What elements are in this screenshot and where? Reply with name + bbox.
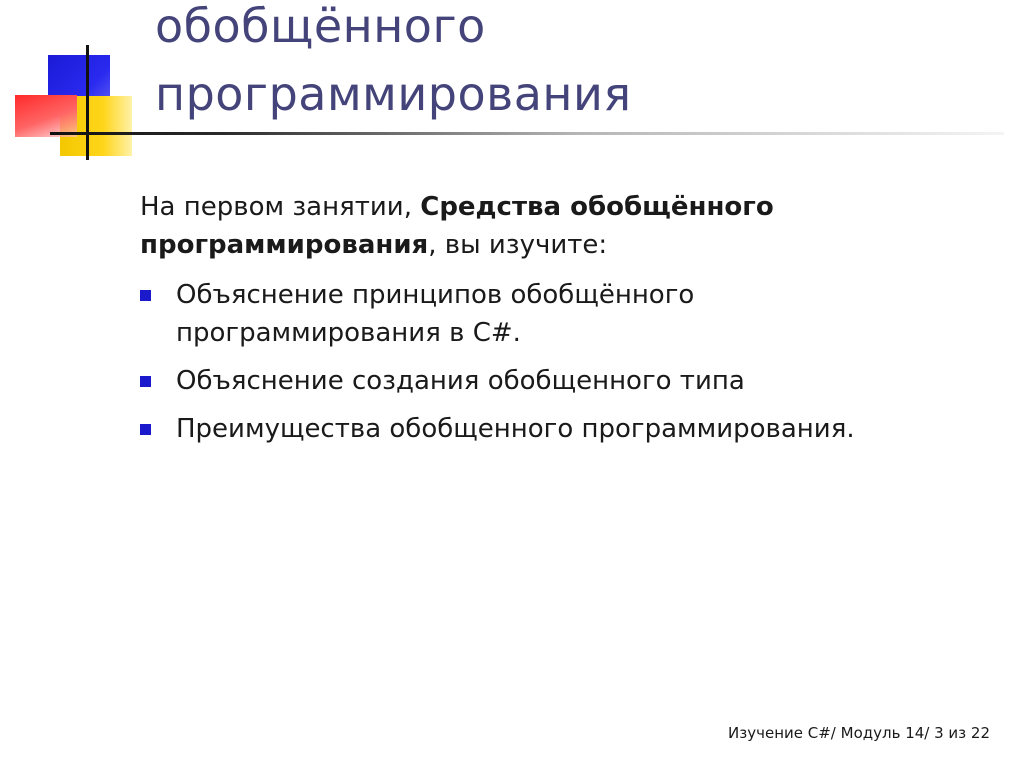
- title-line: обобщённого: [155, 0, 486, 53]
- intro-suffix: , вы изучите:: [428, 230, 608, 260]
- slide-content: [140, 188, 960, 458]
- list-item: [140, 276, 960, 352]
- bullet-list: [140, 276, 960, 448]
- title-line: программирования: [155, 67, 632, 121]
- slide-title: [155, 0, 995, 128]
- bullet-text: Преимущества обобщенного программирования.: [176, 414, 855, 444]
- intro-bold-topic: Средства обобщённого программирования: [140, 192, 774, 260]
- decorative-squares-logo: [0, 0, 140, 170]
- red-square: [15, 95, 77, 137]
- bullet-text: Объяснение принципов обобщённого программирования в C#.: [176, 280, 695, 348]
- vertical-rule: [86, 45, 89, 160]
- square-bullet-icon: [140, 376, 151, 387]
- list-item: [140, 362, 960, 400]
- bullet-text: Объяснение создания обобщенного типа: [176, 366, 745, 396]
- square-bullet-icon: [140, 290, 151, 301]
- intro-prefix: На первом занятии,: [140, 192, 421, 222]
- slide-footer: Изучение C#/ Модуль 14/ 3 из 22: [728, 724, 990, 742]
- list-item: [140, 410, 960, 448]
- intro-paragraph: [140, 188, 960, 264]
- square-bullet-icon: [140, 424, 151, 435]
- title-underline: [50, 132, 1004, 135]
